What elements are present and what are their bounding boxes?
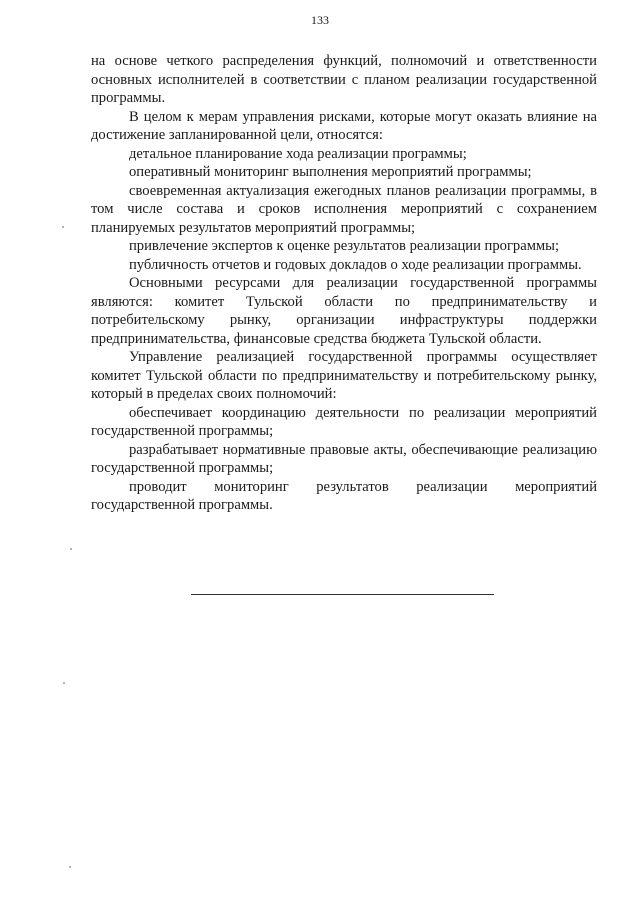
document-body xyxy=(91,52,597,515)
list-item-plan-updating: своевременная актуализация ежегодных планов реализации программы, в том числе состава и сроков исполнения мероприятий с сохранением планируемых результатов мероприятий программы; xyxy=(91,182,597,236)
scan-speck xyxy=(63,682,65,684)
end-of-section-divider xyxy=(191,594,494,595)
paragraph-program-management: Управление реализацией государственной программы осуществляет комитет Тульской области по предпринимательству и потребительскому рынку, который в пределах своих полномочий: xyxy=(91,349,597,402)
scan-speck xyxy=(69,866,71,868)
list-item-operational-monitoring: оперативный мониторинг выполнения мероприятий программы; xyxy=(129,164,532,180)
scan-speck xyxy=(70,548,72,550)
paragraph-main-resources: Основными ресурсами для реализации государственной программы являются: комитет Тульской области по предпринимательству и потребительскому рынку, организации инфраструктуры поддержки предпринимательства, финансовые средства бюджета Тульской области. xyxy=(91,275,597,347)
scan-speck xyxy=(62,226,64,228)
list-item-expert-involvement: привлечение экспертов к оценке результатов реализации программы; xyxy=(129,238,560,254)
list-item-regulations: разрабатывает нормативные правовые акты, обеспечивающие реализацию государственной программы; xyxy=(91,441,597,476)
paragraph-continuation: на основе четкого распределения функций, полномочий и ответственности основных исполнителей в соответствии с планом реализации государственной программы. xyxy=(91,53,597,106)
paragraph-risk-measures-intro: В целом к мерам управления рисками, которые могут оказать влияние на достижение запланированной цели, относятся: xyxy=(91,108,597,143)
list-item-report-publicity: публичность отчетов и годовых докладов о ходе реализации программы. xyxy=(129,256,582,273)
page-number: 133 xyxy=(311,13,329,27)
list-item-monitoring: проводит мониторинг результатов реализации мероприятий государственной программы. xyxy=(91,478,597,513)
list-item-detailed-planning: детальное планирование хода реализации программы; xyxy=(129,145,467,162)
list-item-coordination: обеспечивает координацию деятельности по реализации мероприятий государственной программы; xyxy=(91,404,597,439)
